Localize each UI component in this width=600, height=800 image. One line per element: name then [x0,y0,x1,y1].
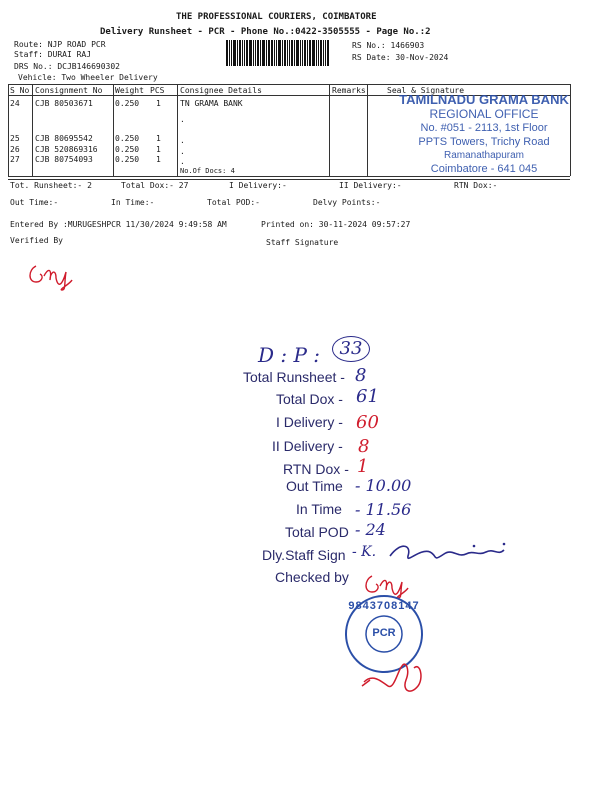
barcode-bar [300,40,301,66]
form-label-ii-delivery: II Delivery - [272,438,343,454]
barcode-bar [304,40,306,66]
barcode-bar [302,40,303,66]
runsheet-title: Delivery Runsheet - PCR - Phone No.:0422-3505555 - Page No.:2 [100,27,431,37]
rtn-dox: RTN Dox:- [454,181,498,190]
form-value-i-delivery: 60 [356,412,379,433]
printed-on: Printed on: 30-11-2024 09:57:27 [261,220,411,229]
barcode-bar [260,40,261,66]
bank-stamp-line: TAMILNADU GRAMA BANK [399,92,569,107]
barcode-bar [274,40,275,66]
ii-delivery: II Delivery:- [339,181,402,190]
barcode-bar [233,40,236,66]
barcode-bar [226,40,228,66]
form-value-in-time: - 11.56 [355,500,412,519]
barcode-bar [284,40,286,66]
bank-stamp-line: No. #051 - 2113, 1st Floor [420,122,548,134]
table-cell-consignee-dot: . [180,115,185,124]
total-dox: Total Dox:- 27 [121,181,189,190]
col-header-consignee: Consignee Details [180,86,262,95]
barcode-bar [320,40,322,66]
form-value-ii-delivery: 8 [358,436,370,457]
barcode-bar [253,40,254,66]
form-label-i-delivery: I Delivery - [276,414,343,430]
table-cell-consignment: CJB 80695542 [35,134,93,143]
barcode-bar [289,40,290,66]
bank-stamp-line: PPTS Towers, Trichy Road [418,136,550,148]
barcode-bar [229,40,230,66]
table-cell-consignee: . [180,157,185,166]
table-cell-consignee: TN GRAMA BANK [180,99,243,108]
barcode-bar [296,40,299,66]
red-approval-signature [358,640,448,700]
out-time: Out Time:- [10,198,59,207]
drs-number: DCJB146690302 [57,62,120,71]
bank-seal-stamp [386,93,582,176]
form-value-rtn-dox: 1 [357,456,369,477]
bank-stamp-line: Coimbatore - 641 045 [430,163,538,175]
drs-label: DRS No.: [14,62,53,71]
barcode-bar [271,40,273,66]
table-cell-pcs: 1 [156,134,161,143]
col-header-sno: S No [10,86,30,95]
form-value-dly-staff-sign: - K. [352,544,377,560]
table-cell-consignee: . [180,147,185,156]
barcode-bar [242,40,243,66]
barcode-bar [287,40,288,66]
barcode-bar [239,40,241,66]
tot-runsheet: Tot. Runsheet:- 2 [10,181,92,190]
barcode-bar [268,40,270,66]
barcode-bar [325,40,326,66]
barcode-bar [294,40,295,66]
form-label-total-runsheet: Total Runsheet - [243,369,345,385]
form-label-total-dox: Total Dox - [276,391,343,407]
barcode-bar [291,40,293,66]
form-label-out-time: Out Time [286,478,343,494]
table-cell-pcs: 1 [156,145,161,154]
dp-label: D : P : [258,343,321,367]
barcode-bar [244,40,245,66]
table-cell-weight: 0.250 [115,99,140,108]
barcode-graphic [226,40,341,66]
table-cell-weight: 0.250 [115,155,140,164]
barcode-bar [323,40,324,66]
barcode-bar [246,40,248,66]
col-header-seal: Seal & Signature [387,86,465,95]
table-cell-weight: 0.250 [115,145,140,154]
barcode-bar [309,40,311,66]
bank-stamp-line: Ramanathapuram [443,150,525,161]
barcode-bar [231,40,232,66]
form-label-checked-by: Checked by [275,569,349,585]
table-cell-consignee: . [180,136,185,145]
table-cell-sno: 24 [10,99,20,108]
table-cell-pcs: 1 [156,99,161,108]
delvy-points: Delvy Points:- [313,198,381,207]
rs-number: RS No.: 1466903 [352,41,425,50]
col-header-pcs: PCS [150,86,165,95]
staff-text: Staff: DURAI RAJ [14,50,92,59]
barcode-bar [255,40,256,66]
col-header-remarks: Remarks [332,86,366,95]
vehicle-text: Vehicle: Two Wheeler Delivery [18,73,158,82]
table-cell-weight: 0.250 [115,134,140,143]
barcode-bar [262,40,265,66]
staff-signature-label: Staff Signature [266,238,339,247]
col-header-consignment: Consignment No [35,86,103,95]
no-of-docs: No.Of Docs: 4 [180,167,235,175]
i-delivery: I Delivery:- [229,181,287,190]
form-value-total-pod: - 24 [355,520,386,539]
barcode-bar [312,40,315,66]
table-cell-sno: 26 [10,145,20,154]
barcode-bar [276,40,277,66]
form-label-dly-staff-sign: Dly.Staff Sign [262,547,346,563]
stamp-center-text: PCR [372,627,396,639]
barcode-bar [266,40,267,66]
bank-stamp-line: REGIONAL OFFICE [429,107,539,121]
table-cell-pcs: 1 [156,155,161,164]
rs-date: RS Date: 30-Nov-2024 [352,53,449,62]
table-cell-sno: 27 [10,155,20,164]
table-cell-consignment: CJB 80503671 [35,99,93,108]
dp-value-circled: 33 [332,336,370,362]
barcode-bar [257,40,259,66]
company-title: THE PROFESSIONAL COURIERS, COIMBATORE [176,12,377,22]
barcode-bar [318,40,319,66]
form-label-rtn-dox: RTN Dox - [283,461,349,477]
drs-row [14,62,120,71]
total-pod: Total POD:- [207,198,260,207]
barcode-bar [316,40,317,66]
barcode-bar [327,40,329,66]
form-value-out-time: - 10.00 [355,476,412,495]
stamp-phone: 9843708147 [348,600,420,612]
barcode-bar [282,40,283,66]
form-label-total-pod: Total POD [285,524,349,540]
barcode-bar [237,40,238,66]
form-value-total-runsheet: 8 [355,365,367,386]
barcode-bar [278,40,281,66]
entered-by: Entered By :MURUGESHPCR 11/30/2024 9:49:58 AM [10,220,227,229]
in-time: In Time:- [111,198,155,207]
barcode-bar [249,40,252,66]
table-cell-sno: 25 [10,134,20,143]
red-initial-signature [26,258,82,292]
barcode-bar [307,40,308,66]
col-header-weight: Weight [115,86,144,95]
form-value-total-dox: 61 [356,386,379,407]
staff-signature-scribble [386,538,516,568]
verified-by: Verified By [10,236,63,245]
route-text: Route: NJP ROAD PCR [14,40,106,49]
form-label-in-time: In Time [296,501,342,517]
table-cell-consignment: CJB 520869316 [35,145,98,154]
table-cell-consignment: CJB 80754093 [35,155,93,164]
